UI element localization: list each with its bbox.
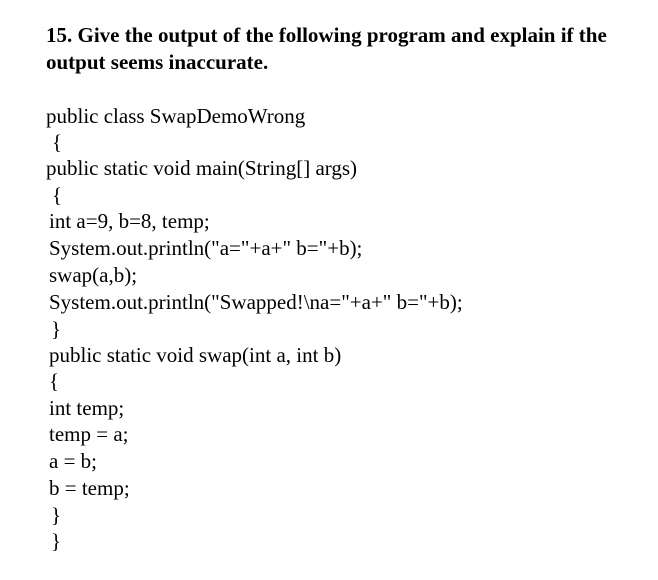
code-line: public static void main(String[] args) xyxy=(46,156,358,180)
code-line: int temp; xyxy=(49,396,125,420)
code-line: { xyxy=(52,130,63,154)
code-line: int a=9, b=8, temp; xyxy=(49,209,210,233)
question-text: 15. Give the output of the following program and explain if the output seems inaccurate. xyxy=(46,23,607,74)
code-line: System.out.println("a="+a+" b="+b); xyxy=(49,236,363,260)
code-line: public static void swap(int a, int b) xyxy=(49,343,342,367)
code-line: swap(a,b); xyxy=(49,263,138,287)
code-line: } xyxy=(51,317,62,341)
code-line: { xyxy=(52,183,63,207)
code-line: } xyxy=(51,503,62,527)
code-line: temp = a; xyxy=(49,422,129,446)
code-line: a = b; xyxy=(49,449,97,473)
code-line: } xyxy=(51,529,62,553)
code-line: public class SwapDemoWrong xyxy=(46,104,306,128)
code-line: b = temp; xyxy=(49,476,130,500)
code-line: { xyxy=(49,369,60,393)
code-line: System.out.println("Swapped!\na="+a+" b="+b); xyxy=(49,290,463,314)
